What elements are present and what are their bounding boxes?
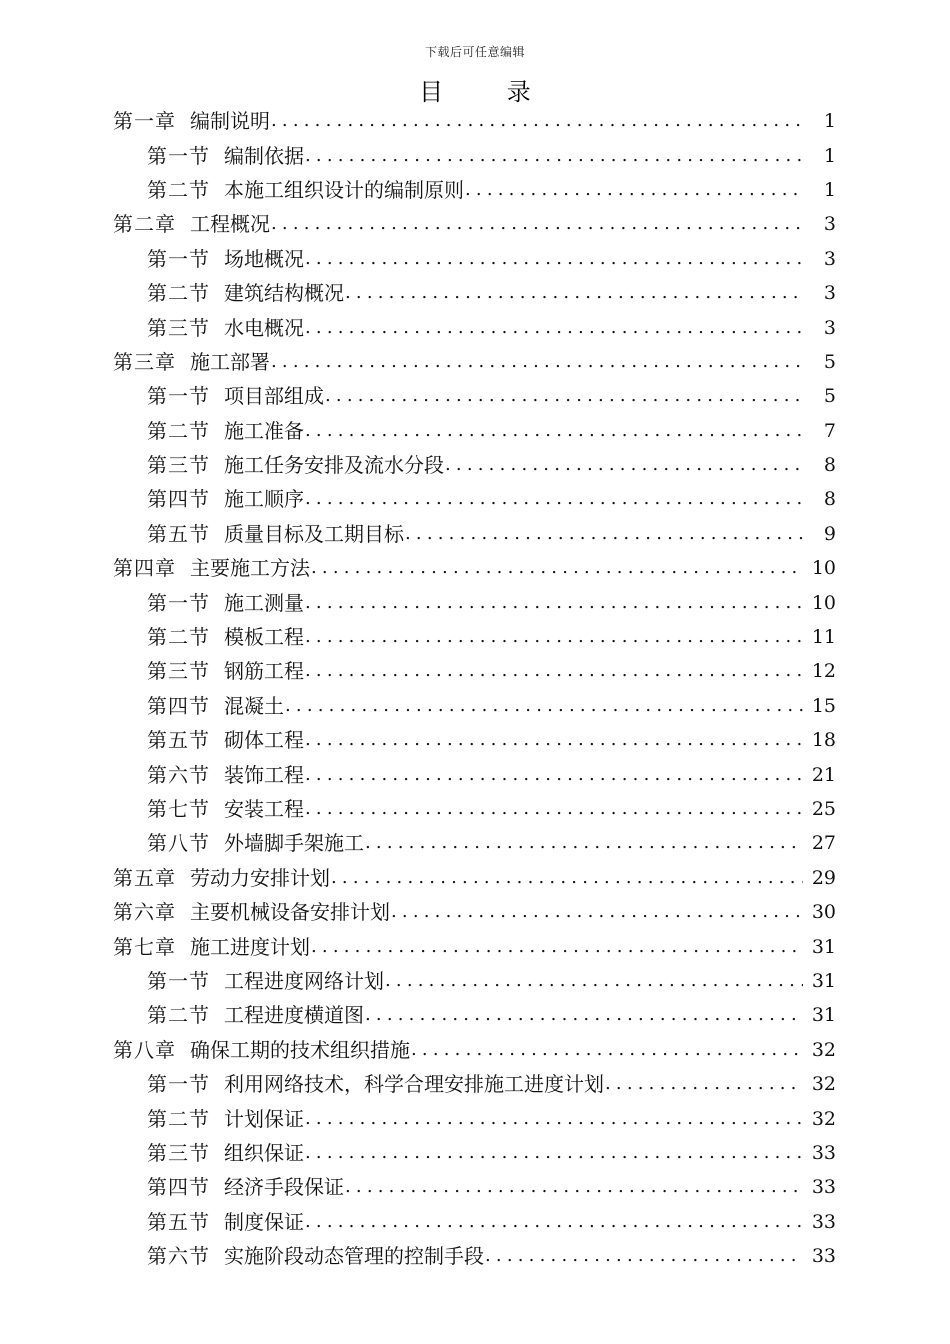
toc-entry-title: 安装工程 (224, 797, 304, 821)
toc-section-entry[interactable] (0, 1205, 950, 1239)
toc-section-entry[interactable] (0, 689, 950, 723)
toc-dot-leader (305, 1136, 803, 1170)
toc-entry-number: 第八章 (113, 1037, 176, 1062)
toc-dot-leader (311, 930, 803, 964)
toc-entry-page-number: 8 (823, 454, 836, 477)
toc-entry-page-number: 31 (811, 969, 836, 992)
toc-entry-title: 混凝土 (224, 693, 284, 718)
toc-entry-title: 经济手段保证 (224, 1175, 344, 1200)
toc-entry-page-number: 33 (811, 1141, 836, 1164)
toc-entry-page-number: 9 (823, 522, 836, 545)
toc-entry-number: 第二节 (147, 418, 210, 443)
toc-dot-leader (325, 379, 803, 413)
toc-dot-leader (305, 242, 803, 276)
toc-entry-number: 第二节 (147, 1106, 210, 1131)
toc-entry-page-number: 33 (811, 1210, 836, 1233)
toc-dot-leader (305, 620, 803, 654)
toc-entry-title: 砌体工程 (224, 728, 304, 753)
toc-section-entry[interactable] (0, 517, 950, 551)
toc-entry-page-number: 33 (811, 1245, 836, 1268)
toc-entry-page-number: 3 (823, 247, 836, 270)
toc-chapter-entry[interactable] (0, 345, 950, 379)
toc-dot-leader (365, 998, 803, 1032)
toc-dot-leader (305, 654, 803, 688)
toc-dot-leader (311, 551, 803, 585)
toc-dot-leader (411, 1033, 803, 1067)
toc-dot-leader (305, 311, 803, 345)
toc-entry-number: 第三节 (147, 1140, 210, 1165)
toc-dot-leader (305, 482, 803, 516)
page-header-note: 下载后可任意编辑 (424, 45, 525, 59)
toc-chapter-entry[interactable] (0, 207, 950, 241)
toc-entry-page-number: 8 (823, 488, 836, 511)
toc-entry-page-number: 10 (811, 591, 836, 614)
toc-entry-number: 第三章 (113, 349, 176, 374)
toc-entry-number: 第四节 (147, 1175, 210, 1200)
toc-entry-title: 确保工期的技术组织措施 (190, 1037, 410, 1062)
toc-entry-title: 工程进度横道图 (224, 1003, 364, 1028)
toc-entry-number: 第一节 (147, 246, 210, 271)
toc-section-entry[interactable] (0, 173, 950, 207)
toc-entry-number: 第五节 (147, 1209, 210, 1234)
toc-entry-page-number: 3 (823, 282, 836, 305)
toc-entry-number: 第五节 (147, 521, 210, 546)
toc-entry-title: 建筑结构概况 (224, 281, 344, 306)
toc-entry-title: 编制依据 (224, 143, 304, 168)
toc-dot-leader (465, 173, 803, 207)
toc-section-entry[interactable] (0, 482, 950, 516)
toc-entry-title: 水电概况 (224, 315, 304, 340)
toc-dot-leader (305, 586, 803, 620)
toc-dot-leader (271, 345, 803, 379)
toc-entry-title: 施工进度计划 (190, 934, 310, 959)
toc-dot-leader (405, 517, 803, 551)
toc-entry-title: 施工任务安排及流水分段 (224, 453, 444, 478)
toc-entry-title: 外墙脚手架施工 (224, 831, 364, 856)
toc-entry-page-number: 12 (811, 660, 836, 683)
toc-dot-leader (605, 1067, 803, 1101)
toc-entry-number: 第一节 (147, 968, 210, 993)
toc-entry-page-number: 3 (823, 316, 836, 339)
toc-entry-page-number: 15 (811, 694, 836, 717)
toc-dot-leader (271, 207, 803, 241)
toc-entry-page-number: 11 (811, 626, 836, 649)
toc-entry-page-number: 5 (823, 385, 836, 408)
toc-entry-title: 工程概况 (190, 212, 270, 237)
toc-entry-title: 组织保证 (224, 1140, 304, 1165)
toc-chapter-entry[interactable] (0, 551, 950, 585)
toc-entry-title: 计划保证 (224, 1106, 304, 1131)
toc-entry-number: 第二节 (147, 281, 210, 306)
toc-section-entry[interactable] (0, 242, 950, 276)
toc-entry-page-number: 10 (811, 557, 836, 580)
toc-entry-title: 钢筋工程 (224, 659, 304, 684)
toc-dot-leader (331, 861, 803, 895)
toc-entry-title: 劳动力安排计划 (190, 865, 330, 890)
toc-entry-number: 第三节 (147, 453, 210, 478)
toc-section-entry[interactable] (0, 998, 950, 1032)
toc-section-entry[interactable] (0, 1136, 950, 1170)
toc-entry-number: 第二节 (147, 177, 210, 202)
toc-entry-page-number: 29 (811, 866, 836, 889)
toc-entry-number: 第三节 (147, 659, 210, 684)
toc-entry-number: 第二节 (147, 625, 210, 650)
toc-entry-number: 第五章 (113, 865, 176, 890)
toc-entry-number: 第三节 (147, 315, 210, 340)
toc-entry-title: 模板工程 (224, 625, 304, 650)
toc-entry-page-number: 1 (823, 110, 836, 133)
toc-section-entry[interactable] (0, 620, 950, 654)
toc-entry-title: 制度保证 (224, 1209, 304, 1234)
toc-entry-title: 场地概况 (224, 246, 304, 271)
toc-section-entry[interactable] (0, 585, 950, 619)
toc-section-entry[interactable] (0, 964, 950, 998)
toc-dot-leader (285, 689, 803, 723)
toc-section-entry[interactable] (0, 448, 950, 482)
toc-section-entry[interactable] (0, 414, 950, 448)
toc-dot-leader (385, 964, 803, 998)
toc-dot-leader (345, 276, 803, 310)
toc-entry-page-number: 7 (823, 419, 836, 442)
toc-section-entry[interactable] (0, 723, 950, 757)
toc-dot-leader (305, 723, 803, 757)
toc-entry-page-number: 32 (811, 1038, 836, 1061)
toc-entry-title: 实施阶段动态管理的控制手段 (224, 1244, 484, 1269)
toc-title: 目 录 (419, 78, 559, 106)
toc-chapter-entry[interactable] (0, 895, 950, 929)
toc-entry-number: 第六章 (113, 900, 176, 925)
toc-entry-number: 第二章 (113, 212, 176, 237)
toc-section-entry[interactable] (0, 1170, 950, 1204)
toc-entry-title: 本施工组织设计的编制原则 (224, 177, 464, 202)
toc-section-entry[interactable] (0, 826, 950, 860)
toc-entry-title: 施工部署 (190, 349, 270, 374)
toc-entry-page-number: 31 (811, 1004, 836, 1027)
toc-dot-leader (305, 414, 803, 448)
toc-entry-number: 第五节 (147, 728, 210, 753)
toc-entry-page-number: 33 (811, 1176, 836, 1199)
toc-entry-page-number: 32 (811, 1073, 836, 1096)
toc-section-entry[interactable] (0, 1101, 950, 1135)
toc-entry-number: 第七节 (147, 797, 210, 821)
toc-dot-leader (305, 1102, 803, 1136)
toc-section-entry[interactable] (0, 276, 950, 310)
toc-entry-page-number: 21 (811, 763, 836, 786)
toc-entry-title: 主要机械设备安排计划 (190, 900, 390, 925)
toc-entry-number: 第七章 (113, 934, 176, 959)
toc-entry-page-number: 1 (823, 178, 836, 201)
toc-entry-number: 第八节 (147, 831, 210, 856)
toc-entry-page-number: 18 (811, 729, 836, 752)
toc-dot-leader (305, 758, 803, 792)
toc-entry-page-number: 5 (823, 350, 836, 373)
toc-entry-page-number: 25 (811, 798, 836, 820)
toc-entry-title: 质量目标及工期目标 (224, 521, 404, 546)
toc-section-entry[interactable] (0, 792, 950, 826)
toc-entry-number: 第一节 (147, 590, 210, 615)
toc-entry-number: 第四章 (113, 556, 176, 581)
toc-entry-number: 第一节 (147, 1072, 210, 1097)
toc-chapter-entry[interactable] (0, 104, 950, 138)
toc-section-entry[interactable] (0, 757, 950, 791)
toc-entry-title: 项目部组成 (224, 384, 324, 409)
toc-entry-number: 第四节 (147, 693, 210, 718)
toc-entry-number: 第一节 (147, 384, 210, 409)
toc-chapter-entry[interactable] (0, 929, 950, 963)
toc-entry-page-number: 1 (823, 144, 836, 167)
toc-section-entry[interactable] (0, 379, 950, 413)
toc-section-entry[interactable] (0, 310, 950, 344)
toc-dot-leader (305, 1205, 803, 1239)
toc-entry-number: 第一章 (113, 109, 176, 134)
toc-entry-page-number: 31 (811, 935, 836, 958)
toc-section-entry[interactable] (0, 1239, 950, 1273)
toc-dot-leader (485, 1239, 803, 1273)
toc-entry-page-number: 27 (811, 832, 836, 855)
toc-entry-title: 装饰工程 (224, 762, 304, 787)
toc-dot-leader (445, 448, 803, 482)
table-of-contents (0, 104, 950, 1273)
toc-entry-number: 第四节 (147, 487, 210, 512)
toc-entry-title: 施工测量 (224, 590, 304, 615)
toc-section-entry[interactable] (0, 138, 950, 172)
toc-chapter-entry[interactable] (0, 861, 950, 895)
toc-section-entry[interactable] (0, 1067, 950, 1101)
toc-dot-leader (365, 826, 803, 860)
toc-dot-leader (345, 1170, 803, 1204)
toc-dot-leader (305, 139, 803, 173)
toc-entry-title: 编制说明 (190, 109, 270, 134)
toc-dot-leader (271, 104, 803, 138)
toc-entry-page-number: 32 (811, 1107, 836, 1130)
toc-entry-title: 利用网络技术，科学合理安排施工进度计划 (224, 1072, 604, 1097)
toc-entry-number: 第二节 (147, 1003, 210, 1028)
toc-entry-number: 第六节 (147, 1244, 210, 1269)
toc-entry-title: 施工顺序 (224, 487, 304, 512)
toc-entry-page-number: 30 (811, 901, 836, 924)
toc-entry-title: 工程进度网络计划 (224, 968, 384, 993)
toc-section-entry[interactable] (0, 654, 950, 688)
toc-entry-number: 第六节 (147, 762, 210, 787)
toc-dot-leader (391, 895, 803, 929)
toc-entry-title: 施工准备 (224, 418, 304, 443)
toc-chapter-entry[interactable] (0, 1033, 950, 1067)
toc-entry-number: 第一节 (147, 143, 210, 168)
toc-dot-leader (305, 792, 803, 826)
toc-entry-title: 主要施工方法 (190, 556, 310, 581)
toc-entry-page-number: 3 (823, 213, 836, 236)
